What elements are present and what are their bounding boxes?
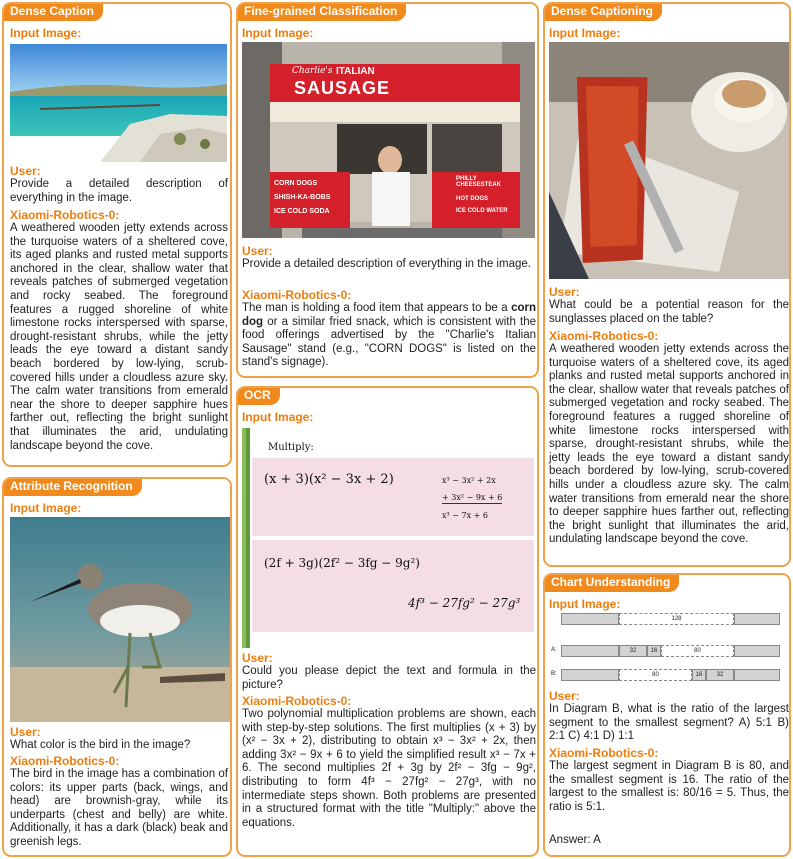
top-left-segment [561, 613, 619, 625]
a-segment-left [561, 645, 619, 657]
user-prompt: Provide a detailed description of everything in the image. [242, 258, 531, 270]
b-segment-80: 80 [619, 669, 692, 681]
eq1: (x + 3)(x² − 3x + 2) [264, 472, 394, 487]
answer-pre: The man is holding a food item that appears to be a [242, 302, 512, 314]
panel-chart-understanding [543, 573, 791, 857]
label-b: B: [551, 671, 557, 677]
panel-attribute-recognition [2, 477, 232, 857]
model-label: Xiaomi-Robotics-0: [549, 746, 659, 760]
top-right-segment [734, 613, 780, 625]
panel-dense-captioning [543, 2, 791, 567]
panel-ocr [236, 386, 539, 857]
panel-dense-caption [2, 2, 232, 467]
pastry-coffee-image [549, 42, 789, 279]
model-answer: A weathered wooden jetty extends across the turquoise waters of a sheltered cove, its aged planks and rusted metal supports anchored in the clear, shallow water that reveals patches of submerged vegetation and rocky seabed. The foreground features a rugged shoreline of white limestone rocks interspersed with sparse, drought-resistant shrubs, while the jetty leads the eye toward a distant sandy beach bordered by low-lying, scrub-covered hills under a cloudless azure sky. The calm water transitions from emerald near the shore to deeper sapphire hues farther out, reflecting the bright sunlight that illuminates the arid, undulating landscape beyond the cove. [10, 222, 228, 452]
sign-item-1: CORN DOGS [274, 180, 318, 187]
panel-title: OCR [236, 386, 280, 405]
label-a: A: [551, 647, 557, 653]
model-label: Xiaomi-Robotics-0: [242, 288, 352, 302]
eq2-box [252, 540, 534, 632]
input-image-label: Input Image: [549, 597, 621, 611]
panel-title: Dense Captioning [543, 2, 662, 21]
pastry-coffee-svg [549, 42, 789, 279]
model-answer [242, 302, 536, 370]
input-image-label: Input Image: [242, 410, 314, 424]
a-segment-16: 16 [647, 645, 661, 657]
sign-right-1: PHILLY CHEESESTEAK [456, 176, 502, 188]
model-answer: A weathered wooden jetty extends across the turquoise waters of a sheltered cove, its aged planks and rusted metal supports anchored in the clear, shallow water that reveals patches of submerged vegetation and rocky seabed. The foreground features a rugged shoreline of white limestone rocks interspersed with sparse, drought-resistant shrubs, while the jetty leads the eye toward a distant sandy beach bordered by low-lying, scrub-covered hills under a cloudless azure sky. The calm water transitions from emerald near the shore to deeper sapphire hues farther out, reflecting the bright sunlight that illuminates the arid, undulating landscape beyond the cove. [549, 343, 789, 546]
user-label: User: [549, 285, 580, 299]
user-prompt: What could be a potential reason for the sunglasses placed on the table? [549, 299, 789, 325]
user-prompt: In Diagram B, what is the ratio of the largest segment to the smallest segment? A) 5:1 B) 2:1 C) 4:1 D) 1:1 [549, 703, 789, 743]
cove-image-svg [10, 44, 227, 162]
input-image-label: Input Image: [549, 26, 621, 40]
sign-item-3: ICE COLD SODA [274, 208, 330, 215]
model-label: Xiaomi-Robotics-0: [242, 694, 352, 708]
eq2: (2f + 3g)(2f² − 3fg − 9g²) [264, 556, 420, 570]
ocr-title: Multiply: [268, 442, 314, 453]
input-image-label: Input Image: [242, 26, 314, 40]
sign-item-2: SHISH-KA-BOBS [274, 194, 331, 201]
model-answer: The largest segment in Diagram B is 80, and the smallest segment is 16. The ratio of the largest to the smallest is: 80/16 = 5. Thus, the ratio is 5:1. [549, 760, 789, 813]
sign-right-3: ICE COLD WATER [456, 208, 508, 214]
model-label: Xiaomi-Robotics-0: [10, 754, 120, 768]
model-label: Xiaomi-Robotics-0: [10, 208, 120, 222]
panel-title: Dense Caption [2, 2, 103, 21]
user-prompt: What color is the bird in the image? [10, 739, 191, 751]
user-label: User: [10, 725, 41, 739]
user-label: User: [549, 689, 580, 703]
model-label: Xiaomi-Robotics-0: [549, 329, 659, 343]
panel-fine-grained-classification [236, 2, 539, 378]
answer-bold: corn dog [242, 302, 536, 328]
answer-post: or a similar fried snack, which is consistent with the food offerings advertised by the "Charlie's Italian Sausage" stand (e.g., "CORN DOGS" is listed on the stand's signage). [242, 315, 536, 369]
model-answer: The bird in the image has a combination of colors: its upper parts (back, wings, and head) are brownish-gray, while its underparts (chest and belly) are white. Additionally, it has a dark (black) beak and greenish legs. [10, 768, 228, 848]
sign-main: SAUSAGE [294, 78, 391, 98]
a-segment-80: 80 [661, 645, 734, 657]
green-stripe-dark [246, 428, 250, 648]
user-prompt: Provide a detailed description of everything in the image. [10, 178, 228, 204]
input-image-label: Input Image: [10, 501, 82, 515]
cove-image [10, 44, 227, 162]
top-128-segment: 128 [619, 613, 734, 625]
eq1-step2: + 3x² − 9x + 6 [442, 493, 503, 502]
input-image-label: Input Image: [10, 26, 82, 40]
b-segment-16: 16 [692, 669, 706, 681]
panel-title: Fine-grained Classification [236, 2, 406, 21]
sign-right-2: HOT DOGS [456, 196, 489, 202]
eq1-step1: x³ − 3x² + 2x [442, 476, 496, 485]
user-label: User: [242, 651, 273, 665]
b-segment-left [561, 669, 619, 681]
eq1-step3: x³ − 7x + 6 [442, 511, 488, 520]
panel-title: Attribute Recognition [2, 477, 142, 496]
user-prompt: Could you please depict the text and formula in the picture? [242, 665, 536, 691]
eq2-result: 4f³ − 27fg² − 27g³ [408, 596, 521, 610]
b-segment-right [734, 669, 780, 681]
final-answer: Answer: A [549, 834, 601, 846]
panel-title: Chart Understanding [543, 573, 679, 592]
user-label: User: [10, 164, 41, 178]
bird-image-svg [10, 517, 231, 722]
sign-script: Charlie's [292, 66, 333, 76]
a-segment-right [734, 645, 780, 657]
user-label: User: [242, 244, 273, 258]
b-segment-32: 32 [706, 669, 734, 681]
polynomial-image [242, 428, 536, 648]
bird-image [10, 517, 231, 722]
segment-diagram-image [549, 611, 789, 689]
sign-top: ITALIAN [336, 66, 375, 77]
sausage-stand-image [242, 42, 535, 238]
model-answer: Two polynomial multiplication problems are shown, each with step-by-step solutions. The first multiplies (x + 3) by (x² − 3x + 2), distributing to obtain x³ − 3x² + 2x, then adding 3x² − 9x + 6 to yield the simplified result x³ − 7x + 6. The second multiplies 2f + 3g by 2f² − 3fg − 9g², distributing to form 4f³ − 27fg² − 27g³, with no intermediate steps shown. Both problems are presented in a structured format with the title "Multiply:" above the equations. [242, 708, 536, 829]
a-segment-32: 32 [619, 645, 647, 657]
